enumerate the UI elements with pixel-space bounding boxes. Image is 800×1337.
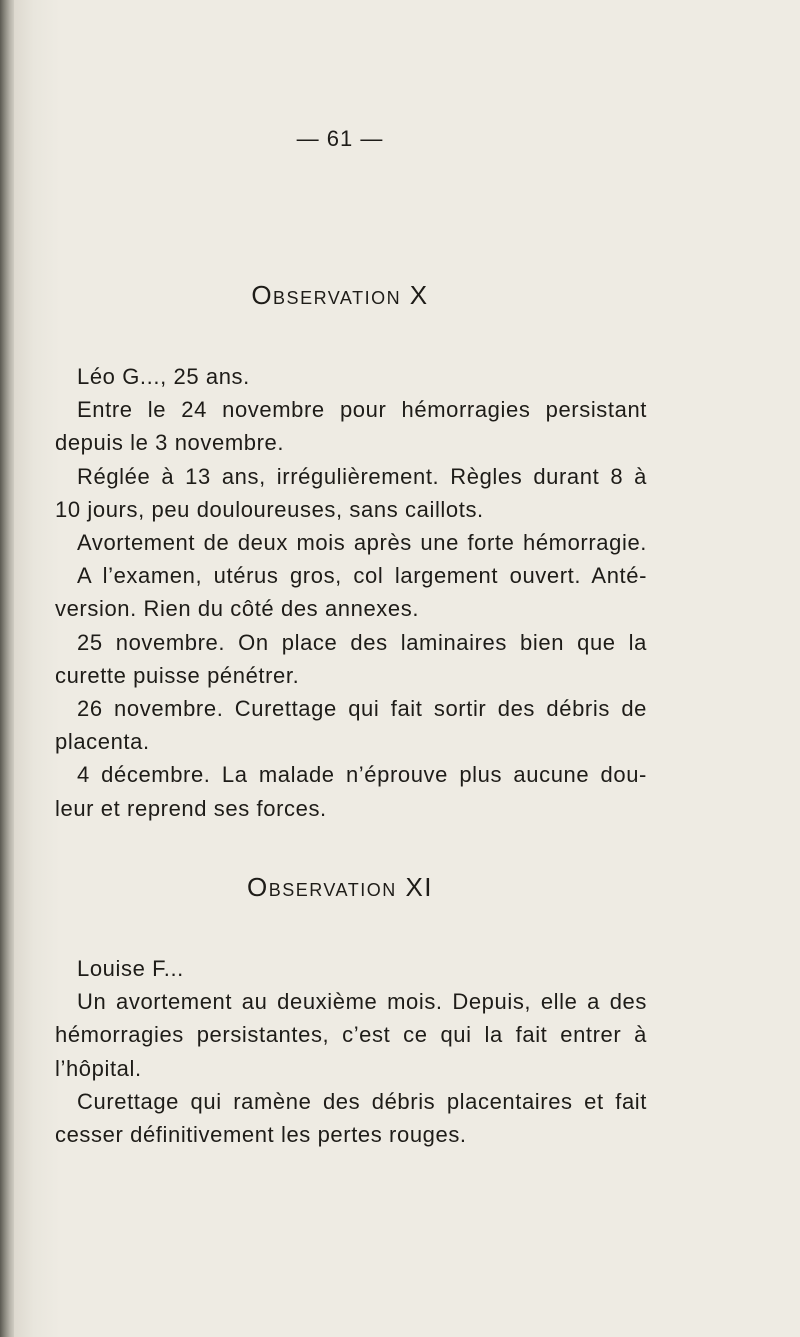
text-line: Curettage qui ramène des débris placentaires et fait xyxy=(77,1088,647,1114)
text-line: 4 décembre. La malade n’éprouve plus aucune dou- xyxy=(77,762,647,788)
text-line: placenta. xyxy=(55,729,150,755)
text-line: 25 novembre. On place des laminaires bien que la xyxy=(77,629,647,655)
text-line: Entre le 24 novembre pour hémorragies persistant xyxy=(77,397,647,423)
text-line: Réglée à 13 ans, irrégulièrement. Règles durant 8 à xyxy=(77,463,647,489)
text-line: leur et reprend ses forces. xyxy=(55,795,327,821)
observation-xi-text xyxy=(55,952,647,1151)
text-line: 26 novembre. Curettage qui fait sortir des débris de xyxy=(77,696,647,722)
observation-x-text xyxy=(55,360,647,825)
text-line: Avortement de deux mois après une forte hémorragie. xyxy=(77,530,647,556)
text-line: l’hôpital. xyxy=(55,1055,142,1081)
observation-x-title: Observation X xyxy=(251,280,429,310)
text-line: depuis le 3 novembre. xyxy=(55,430,285,456)
text-line: Un avortement au deuxième mois. Depuis, elle a des xyxy=(77,989,647,1015)
text-line: curette puisse pénétrer. xyxy=(55,662,300,688)
text-line: Léo G..., 25 ans. xyxy=(77,364,250,389)
page-number: — 61 — xyxy=(296,126,384,151)
text-line: A l’examen, utérus gros, col largement ouvert. Anté- xyxy=(77,563,647,589)
text-line: cesser définitivement les pertes rouges. xyxy=(55,1122,467,1148)
text-line: 10 jours, peu douloureuses, sans caillots. xyxy=(55,496,484,522)
text-line: hémorragies persistantes, c’est ce qui la fait entrer à xyxy=(55,1022,647,1048)
text-line: Louise F... xyxy=(77,956,184,981)
text-line: version. Rien du côté des annexes. xyxy=(55,596,420,622)
book-spine-shadow xyxy=(0,0,14,1337)
observation-xi-title: Observation XI xyxy=(246,872,434,902)
